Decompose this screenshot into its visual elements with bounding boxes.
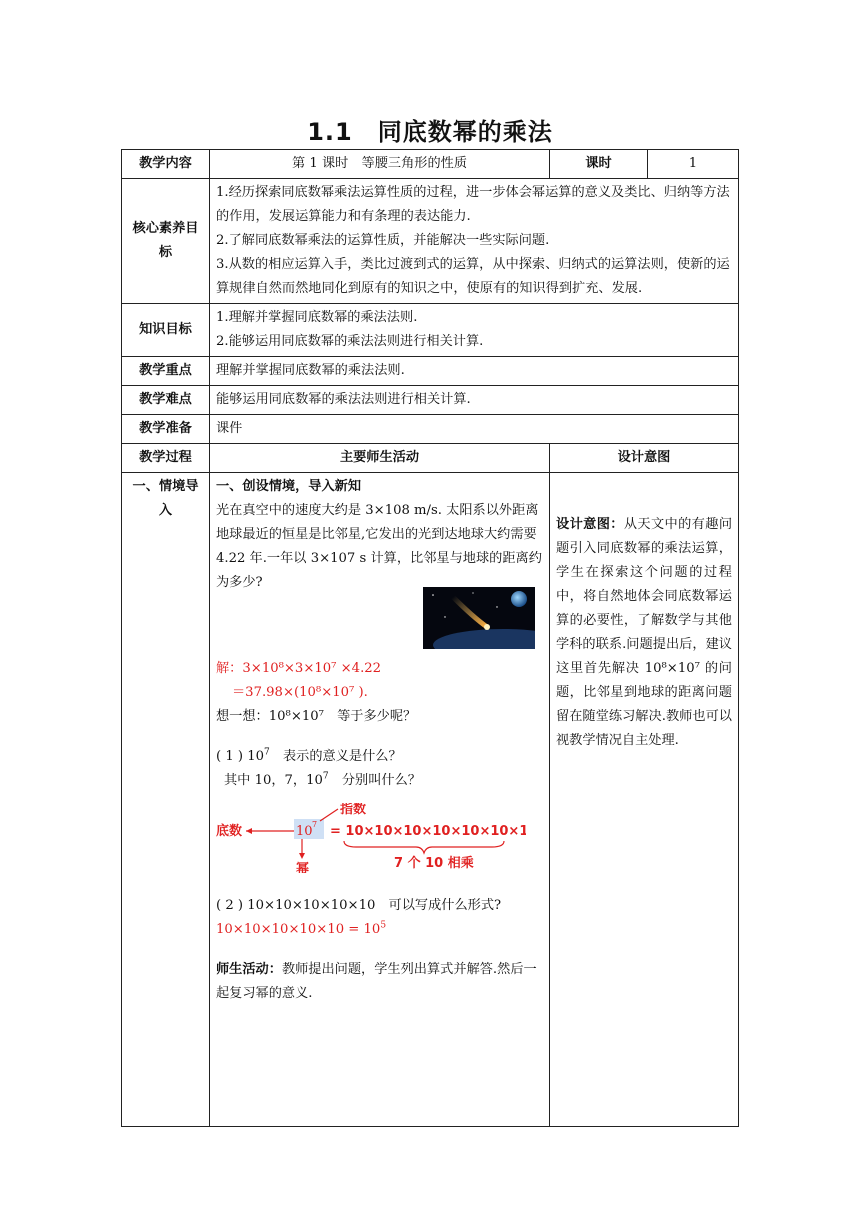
space-image [216, 595, 543, 657]
base-label: 底数 [216, 824, 243, 839]
question-1b: 其中 10，7，$10^7$ 分别叫什么？ [224, 771, 421, 788]
process-header-col1: 教学过程 [122, 444, 210, 473]
prep-label: 教学准备 [122, 415, 210, 444]
core-goals [210, 179, 739, 304]
knowledge-label: 知识目标 [122, 304, 210, 357]
core-label: 核心素养目标 [122, 179, 210, 304]
lesson-plan-table [121, 149, 739, 1127]
hours-value: 1 [648, 150, 739, 179]
knowledge-goal-1: 1.理解并掌握同底数幂的乘法法则. [216, 310, 418, 325]
brace-label: 7 个 10 相乘 [394, 856, 474, 871]
process-header-col2: 主要师生活动 [210, 444, 550, 473]
expansion: = 10×10×10×10×10×10×10 [330, 824, 526, 839]
power-exp: 7 [312, 820, 318, 829]
exponent-label: 指数 [340, 803, 367, 817]
content-label: 教学内容 [122, 150, 210, 179]
answer-2: $10\times 10\times 10\times 10\times 10 = 10^5$ [216, 920, 387, 937]
key-label: 教学重点 [122, 357, 210, 386]
process-header-col3: 设计意图 [550, 444, 739, 473]
power-label: 幂 [296, 862, 310, 873]
question-2: ( 2 ) 10×10×10×10×10 可以写成什么形式? [216, 898, 502, 913]
prep-value: 课件 [210, 415, 739, 444]
power-diagram [216, 803, 543, 882]
content-value: 第 1 课时 等腰三角形的性质 [210, 150, 550, 179]
knowledge-goals [210, 304, 739, 357]
comet-image [423, 587, 535, 649]
page-title: 1.1 同底数幂的乘法 [307, 118, 553, 146]
stage1-label: 一、情境导入 [122, 473, 210, 1127]
hours-label: 课时 [550, 150, 648, 179]
stage1-problem: 光在真空中的速度大约是 3×108 m/s. 太阳系以外距离地球最近的恒星是比邻星,它发出的光到达地球大约需要 4.22 年.一年以 3×107 s 计算，比邻星与地球的距离约为多少? [216, 503, 542, 590]
solution-line-2: ＝37.98×(10⁸×10⁷ ). [232, 685, 368, 700]
core-goal-2: 2.了解同底数幂乘法的运算性质，并能解决一些实际问题. [216, 233, 550, 248]
key-value: 理解并掌握同底数幂的乘法法则. [210, 357, 739, 386]
intent-text: 设计意图：从天文中的有趣问题引入同底数幂的乘法运算，学生在探索这个问题的过程中，将自然地体会同底数幂运算的必要性，了解数学与其他学科的联系.问题提出后，建议这里首先解决 10⁸×10⁷ 的问题，比邻星到地球的距离问题留在随堂练习解决.教师也可以视教学情况自主处理. [556, 517, 733, 748]
difficult-value: 能够运用同底数幂的乘法法则进行相关计算. [210, 386, 739, 415]
design-intent [550, 473, 739, 1127]
difficult-label: 教学难点 [122, 386, 210, 415]
think-line: 想一想：10⁸×10⁷ 等于多少呢？ [216, 709, 417, 724]
solution-line-1: 解：3×10⁸×3×10⁷ ×4.22 [216, 661, 382, 676]
core-goal-1: 1.经历探索同底数幂乘法运算性质的过程，进一步体会幂运算的意义及类比、归纳等方法的作用，发展运算能力和有条理的表达能力. [216, 185, 730, 224]
knowledge-goal-2: 2.能够运用同底数幂的乘法法则进行相关计算. [216, 334, 484, 349]
stage1-activities [210, 473, 550, 1127]
power-base: 10 [296, 824, 313, 839]
question-1: ( 1 ) $10^7$ 表示的意义是什么？ [216, 747, 402, 764]
core-goal-3: 3.从数的相应运算入手，类比过渡到式的运算，从中探索、归纳式的运算法则，使新的运算规律自然而然地同化到原有的知识之中，使原有的知识得到扩充、发展. [216, 257, 730, 296]
stage1-heading: 一、创设情境，导入新知 [216, 479, 362, 494]
activity-note: 师生活动：教师提出问题，学生列出算式并解答.然后一起复习幂的意义. [216, 962, 537, 1001]
